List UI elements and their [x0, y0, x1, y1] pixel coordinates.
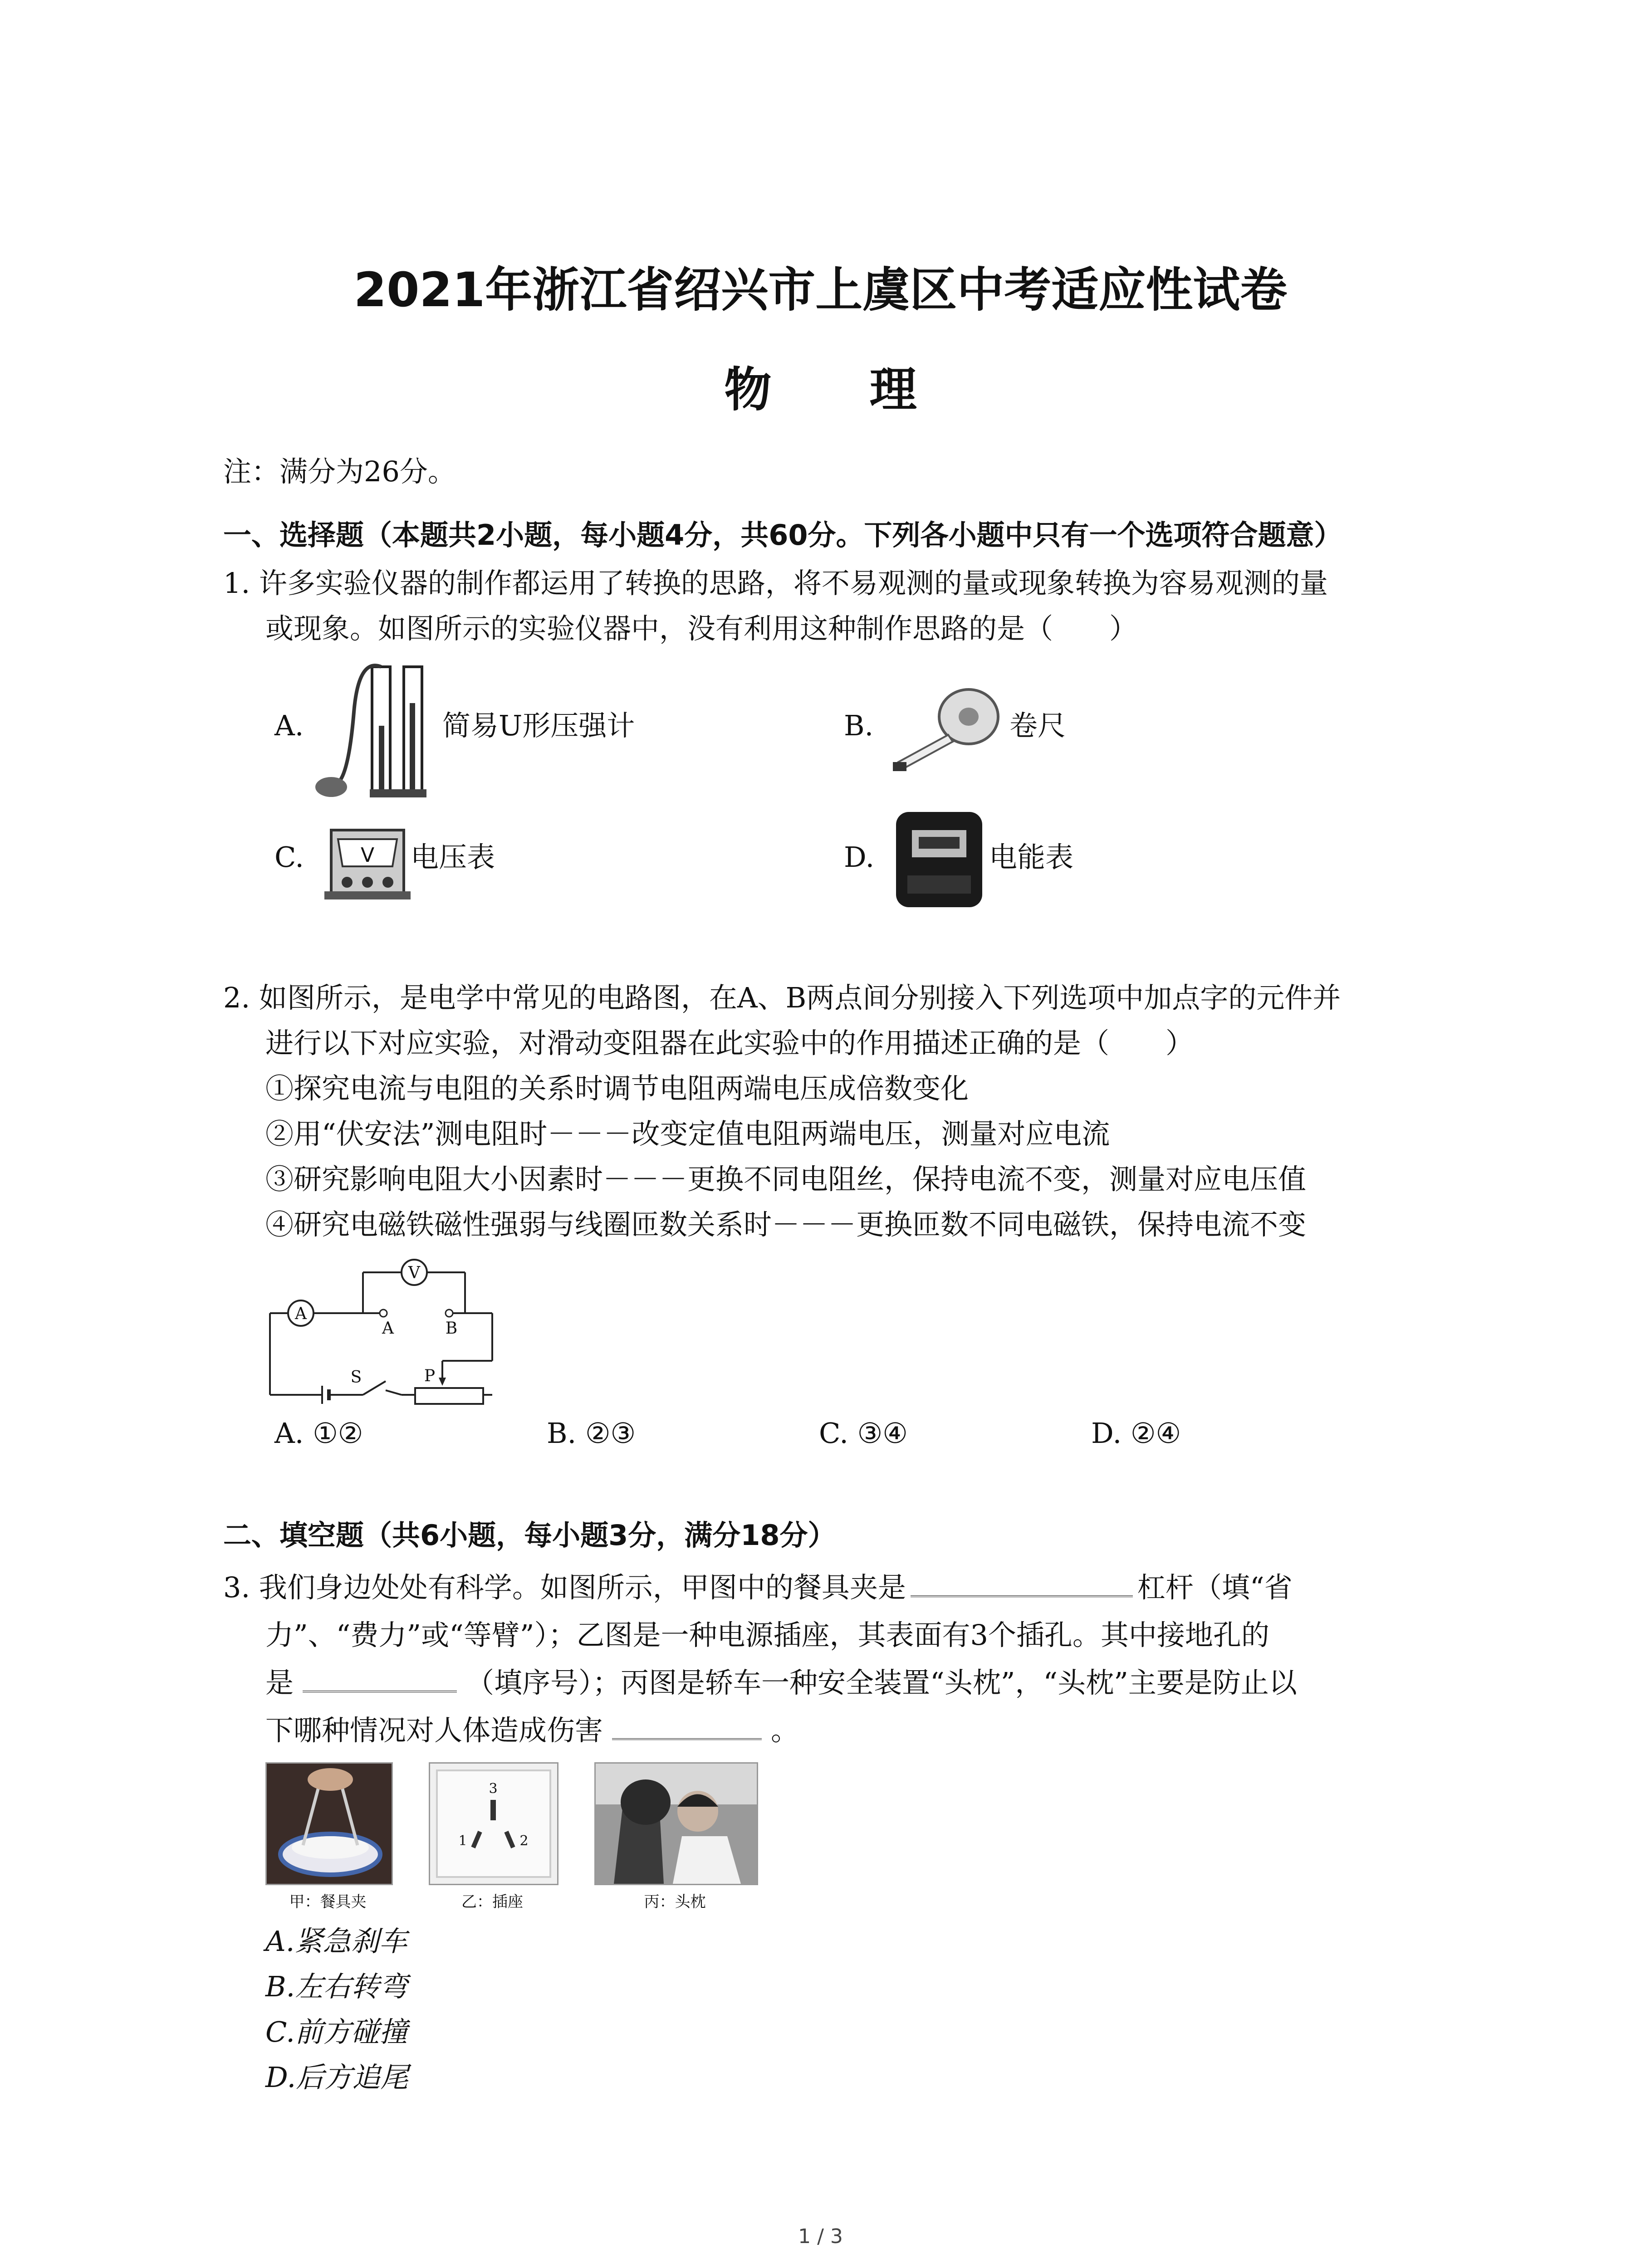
electricity-meter-image — [892, 807, 987, 912]
point-b-label: B — [445, 1319, 458, 1338]
q1-option-a-label: 简易U形压强计 — [442, 709, 635, 742]
q3-line1-text-a: 3. 我们身边处处有科学。如图所示，甲图中的餐具夹是 — [223, 1571, 906, 1604]
score-note: 注：满分为26分。 — [223, 455, 456, 488]
exam-title: 2021年浙江省绍兴市上虞区中考适应性试卷 — [353, 262, 1288, 318]
q2-option-b: B. ②③ — [547, 1417, 636, 1450]
q2-stem-line1: 2. 如图所示，是电学中常见的电路图，在A、B两点间分别接入下列选项中加点字的元件并 — [223, 981, 1341, 1014]
q3-blank-1[interactable] — [911, 1567, 1133, 1597]
tableware-clip-photo — [265, 1762, 393, 1885]
circuit-diagram — [265, 1250, 501, 1411]
q3-blank-2[interactable] — [303, 1662, 457, 1692]
q2-option-c: C. ③④ — [819, 1417, 908, 1450]
slider-label: P — [424, 1367, 436, 1385]
socket-number-1: 1 — [458, 1833, 467, 1849]
socket-number-2: 2 — [519, 1833, 529, 1849]
u-tube-manometer-image — [313, 658, 440, 807]
q3-line4 — [265, 1708, 799, 1753]
q1-option-b-label: 卷尺 — [1009, 709, 1066, 742]
q2-item-1: ①探究电流与电阻的关系时调节电阻两端电压成倍数变化 — [265, 1072, 969, 1105]
q3-line4-text-b: 。 — [771, 1714, 799, 1747]
socket-number-3: 3 — [489, 1781, 498, 1797]
q3-line1 — [223, 1565, 1293, 1610]
q3-option-b: B.左右转弯 — [265, 1970, 408, 2003]
q1-stem-line1: 1. 许多实验仪器的制作都运用了转换的思路，将不易观测的量或现象转换为容易观测的量 — [223, 567, 1328, 600]
headrest-photo — [594, 1762, 758, 1885]
point-a-label: A — [382, 1319, 394, 1338]
q2-option-a: A. ①② — [274, 1417, 363, 1450]
q1-stem-line2: 或现象。如图所示的实验仪器中，没有利用这种制作思路的是（ ） — [265, 612, 1138, 645]
q2-item-2: ②用“伏安法”测电阻时－－－改变定值电阻两端电压，测量对应电流 — [265, 1117, 1110, 1150]
q1-option-a-letter: A. — [274, 709, 304, 742]
q3-line2: 力”、“费力”或“等臂”）；乙图是一种电源插座，其表面有3个插孔。其中接地孔的 — [265, 1618, 1269, 1652]
q3-line4-text-a: 下哪种情况对人体造成伤害 — [265, 1714, 603, 1747]
q3-line1-text-b: 杠杆（填“省 — [1137, 1571, 1293, 1604]
q3-line3-text-a: 是 — [265, 1666, 294, 1699]
switch-label: S — [350, 1368, 362, 1387]
page-number: 1 / 3 — [798, 2225, 843, 2248]
q2-option-d: D. ②④ — [1091, 1417, 1181, 1450]
q1-option-c-letter: C. — [274, 841, 304, 874]
q3-option-d: D.后方追尾 — [265, 2061, 409, 2094]
q3-option-c: C.前方碰撞 — [265, 2015, 407, 2048]
q1-option-d-label: 电能表 — [989, 841, 1074, 874]
socket-photo — [429, 1762, 558, 1885]
q1-option-b-letter: B. — [844, 709, 874, 742]
voltmeter-label: V — [408, 1264, 420, 1282]
q3-blank-3[interactable] — [612, 1710, 762, 1740]
q2-item-3: ③研究影响电阻大小因素时－－－更换不同电阻丝，保持电流不变，测量对应电压值 — [265, 1163, 1307, 1196]
q2-item-4: ④研究电磁铁磁性强弱与线圈匝数关系时－－－更换匝数不同电磁铁，保持电流不变 — [265, 1208, 1307, 1241]
ammeter-label: A — [295, 1305, 307, 1323]
exam-subject: 物 理 — [724, 362, 958, 417]
q1-option-d-letter: D. — [844, 841, 875, 874]
section1-heading: 一、选择题（本题共2小题，每小题4分，共60分。下列各小题中只有一个选项符合题意） — [223, 518, 1342, 552]
q3-option-a: A.紧急刹车 — [265, 1925, 407, 1958]
q3-line3 — [265, 1660, 1297, 1706]
voltmeter-image — [320, 812, 411, 903]
q2-stem-line2: 进行以下对应实验，对滑动变阻器在此实验中的作用描述正确的是（ ） — [265, 1026, 1194, 1060]
caption-headrest: 丙：头枕 — [644, 1893, 706, 1911]
q1-option-c-label: 电压表 — [411, 841, 495, 874]
caption-tableware-clip: 甲：餐具夹 — [289, 1893, 367, 1911]
svg-text:V: V — [360, 844, 375, 867]
q3-line3-text-b: （填序号）；丙图是轿车一种安全装置“头枕”，“头枕”主要是防止以 — [466, 1666, 1297, 1699]
section2-heading: 二、填空题（共6小题，每小题3分，满分18分） — [223, 1519, 836, 1552]
caption-socket: 乙：插座 — [461, 1893, 523, 1911]
tape-measure-image — [889, 683, 1007, 773]
